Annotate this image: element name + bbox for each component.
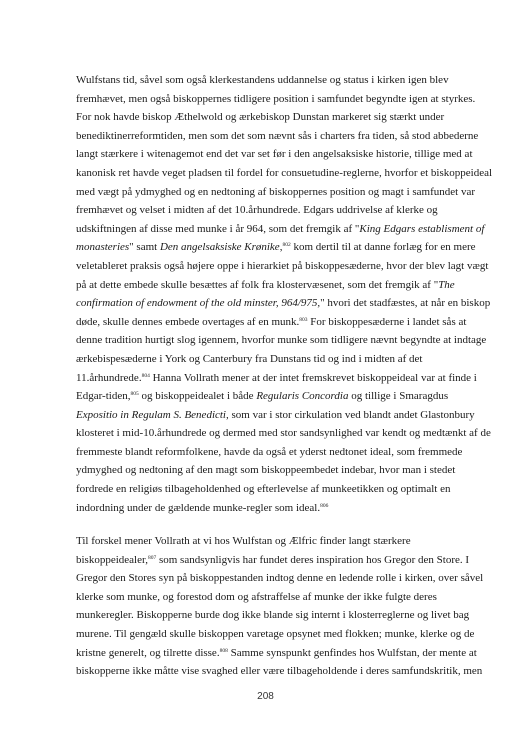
text-line [76, 127, 479, 146]
text-line [76, 108, 476, 127]
text-run: kristne generelt, og tilrette disse. [76, 646, 220, 659]
text-run: " hvori det stadfæstes, at når en biskop [320, 297, 491, 310]
text-run: " samt [129, 241, 160, 254]
text-run: langt stærkere i witenagemot end det var set før i den angelsaksiske historie, tillige med at [76, 148, 473, 161]
text-run: som sandsynligvis har fundet deres inspiration hos Gregor den Store. I [156, 553, 470, 566]
footnote-ref: 805 [130, 391, 139, 398]
footnote-ref: 807 [147, 554, 157, 561]
footnote-ref: 804 [141, 372, 150, 379]
italic-title: King Edgars establisment of [359, 222, 485, 235]
text-run: Gregor den Stores syn på biskoppestanden indtog denne en ledende rolle i kirken, over såvel [76, 572, 484, 585]
text-run: fremhævet og velset i midten af det 10.århundrede. Edgars uddrivelse af klerke og [76, 204, 438, 217]
text-run: ydmyghed og nedtoning af den magt som biskoppeembedet indebar, hvor man i stedet [76, 464, 456, 477]
text-run: murene. Til gengæld skulle biskoppen varetage opsynet med flokken; munke, klerke og de [76, 627, 475, 640]
text-line [76, 238, 476, 257]
text-run: , [279, 241, 283, 254]
text-line [76, 369, 476, 388]
text-line [76, 313, 476, 332]
text-run: For nok havde biskop Æthelwold og ærkebiskop Dunstan markeret sig stærkt under [76, 111, 445, 124]
text-line [76, 71, 476, 90]
text-run: fremmeste blandt reformfolkene, havde da også et yderst nedtonet ideal, som fremmede [76, 445, 463, 458]
text-run: denne tradition hurtigt slog igennem, hvorfor munke som tidligere nævnt begyndte at indtage [76, 334, 487, 347]
text-line [76, 350, 476, 369]
text-line [76, 606, 476, 625]
italic-title: Regularis Concordia [256, 390, 349, 403]
text-run: fordrede en religiøs tilbageholdenhed og efterlevelse af munkeetikken og optimalt en [76, 483, 451, 496]
text-run: Hanna Vollrath mener at der intet fremskrevet biskoppeideal var at finde i [149, 371, 477, 384]
text-line [76, 257, 489, 276]
italic-title: confirmation of endowment of the old minster, 964/975, [76, 297, 321, 310]
text-run: 11.århundrede. [76, 371, 142, 384]
text-run: døde, skulle dennes embede overtages af en munk. [76, 315, 300, 328]
text-run: kom dertil til at danne forlæg for en mere [290, 241, 476, 254]
text-run: munkeregler. Biskopperne burde dog ikke blande sig internt i klosterreglerne og livet bag [76, 609, 470, 622]
italic-title: Expositio in Regulam S. Benedicti, [76, 408, 229, 421]
text-run: Til forskel mener Vollrath at vi hos Wulfstan og Ælfric finder langt stærkere [76, 535, 411, 547]
text-line [76, 551, 476, 570]
text-line [76, 662, 483, 681]
text-run: klosteret i mid-10.århundrede og dermed med stor sandsynlighed var kendt og medtænkt af de [76, 427, 491, 440]
footnote-ref: 808 [219, 647, 228, 654]
page-number: 208 [257, 691, 274, 702]
text-run: biskoppeidealer, [76, 553, 148, 566]
footnote-ref: 803 [299, 316, 308, 323]
text-run: Edgar-tiden, [76, 390, 131, 403]
text-run: som var i stor cirkulation ved blandt andet Glastonbury [228, 408, 475, 421]
text-line [76, 145, 476, 164]
text-run: fremhævet, men også biskoppernes tidligere position i samfundet begyndte igen at styrkes. [76, 92, 476, 105]
text-run: og biskoppeidealet i både [138, 390, 257, 403]
text-line [76, 276, 476, 295]
text-line [76, 90, 476, 109]
text-run: For biskoppesæderne i landet sås at [307, 315, 467, 328]
text-line [76, 406, 476, 425]
text-run: kanonisk ret havde veget pladsen til fordel for consuetudine-reglerne, hvorfor et biskoppeideal [76, 166, 493, 179]
text-line [76, 461, 476, 480]
text-line [76, 532, 476, 551]
text-run: Samme synspunkt genfindes hos Wulfstan, der mente at [227, 646, 477, 659]
text-line [76, 331, 487, 350]
footnote-ref: 806 [320, 502, 329, 509]
text-line [76, 201, 476, 220]
text-run: klerke som munke, og forestod dom og afstraffelse af munke der ikke fulgte deres [76, 590, 437, 603]
text-line [76, 569, 484, 588]
text-line [76, 294, 491, 313]
text-run: indordning under de gældende munke-regler som ideal. [76, 501, 321, 514]
text-run: ærkebispesæderne i York og Canterbury fra Dunstans tid og ind i midten af det [76, 352, 423, 365]
text-run: benediktinerreformtiden, men som det som nævnt sås i charters fra tiden, så stod abbederne [76, 129, 479, 142]
text-run: på at dette embede skulle besættes af folk fra klostervæsenet, som det fremgik af " [76, 278, 439, 291]
italic-title: The [438, 278, 455, 291]
text-run: med vægt på ydmyghed og en nedtoning af biskoppernes position og magt i samfundet var [76, 185, 475, 198]
text-line [76, 644, 476, 663]
text-line [76, 387, 476, 406]
body-paragraph [76, 532, 484, 681]
text-run: og tillige i Smaragdus [348, 390, 449, 403]
text-line [76, 588, 476, 607]
text-run: biskopperne ikke måtte vise svaghed eller være tilbageholdende i deres samfundskritik, men [76, 665, 483, 678]
text-line [76, 625, 476, 644]
text-line [76, 480, 476, 499]
text-line [76, 220, 485, 239]
text-run: veletableret praksis også højere oppe i hierarkiet på biskoppesæderne, hvor der blev lagt vægt [76, 259, 489, 272]
footnote-ref: 802 [282, 242, 291, 249]
text-line [76, 183, 476, 202]
italic-title: monasteries [76, 241, 130, 254]
text-line [76, 499, 476, 518]
italic-title: Den angelsaksiske Krønike [159, 241, 280, 254]
text-line [76, 424, 491, 443]
body-paragraph [76, 71, 493, 517]
text-run: udskiftningen af disse med munke i år 964, som det fremgik af " [76, 222, 360, 235]
text-line [76, 443, 476, 462]
text-run: Wulfstans tid, såvel som også klerkestandens uddannelse og status i kirken igen blev [76, 74, 449, 86]
text-line [76, 164, 493, 183]
